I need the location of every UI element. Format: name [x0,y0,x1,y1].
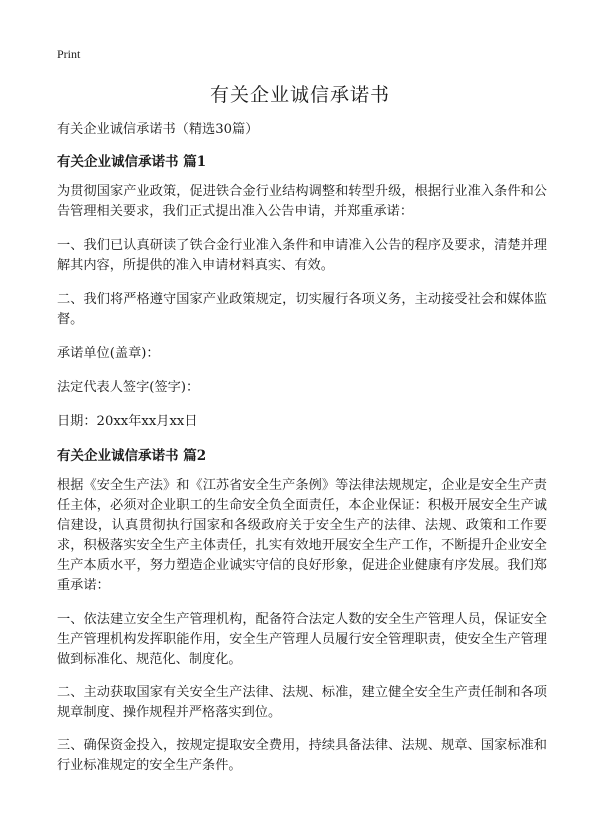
document-subtitle: 有关企业诚信承诺书（精选30篇） [57,122,259,137]
signature-unit-line: 承诺单位(盖章)： [57,346,160,361]
paragraph: 一、我们已认真研读了铁合金行业准入条件和申请准入公告的程序及要求，清楚并理解其内容，所提供的准入申请材料真实、有效。 [57,238,547,273]
section-heading-1: 有关企业诚信承诺书 篇1 [57,154,207,170]
paragraph: 为贯彻国家产业政策，促进铁合金行业结构调整和转型升级，根据行业准入条件和公告管理相关要求，我们正式提出准入公告申请，并郑重承诺： [57,184,547,219]
document-body [57,120,547,789]
paragraph: 根据《安全生产法》和《江苏省安全生产条例》等法律法规规定，企业是安全生产责任主体，必须对企业职工的生命安全负全面责任，本企业保证：积极开展安全生产诚信建设，认真贯彻执行国家和各级政府关于安全生产的法律、法规、政策和工作要求，积极落实安全生产主体责任，扎实有效地开展安全生产工作，不断提升企业安全生产本质水平，努力塑造企业诚实守信的良好形象，促进企业健康有序发展。我们郑重承诺： [57,478,547,593]
paragraph: 二、我们将严格遵守国家产业政策规定，切实履行各项义务，主动接受社会和媒体监督。 [57,292,547,327]
section-heading-2: 有关企业诚信承诺书 篇2 [57,448,207,464]
paragraph: 一、依法建立安全生产管理机构，配备符合法定人数的安全生产管理人员，保证安全生产管理机构发挥职能作用，安全生产管理人员履行安全管理职责，使安全生产管理做到标准化、规范化、制度化。 [57,612,547,667]
paragraph: 二、主动获取国家有关安全生产法律、法规、标准，建立健全安全生产责任制和各项规章制度、操作规程并严格落实到位。 [57,685,547,720]
print-link[interactable]: Print [57,47,81,61]
page-title: 有关企业诚信承诺书 [209,84,390,106]
date-line: 日期：20xx年xx月xx日 [57,414,198,429]
paragraph: 三、确保资金投入，按规定提取安全费用，持续具备法律、法规、规章、国家标准和行业标准规定的安全生产条件。 [57,738,547,773]
signature-representative-line: 法定代表人签字(签字)： [57,380,200,395]
